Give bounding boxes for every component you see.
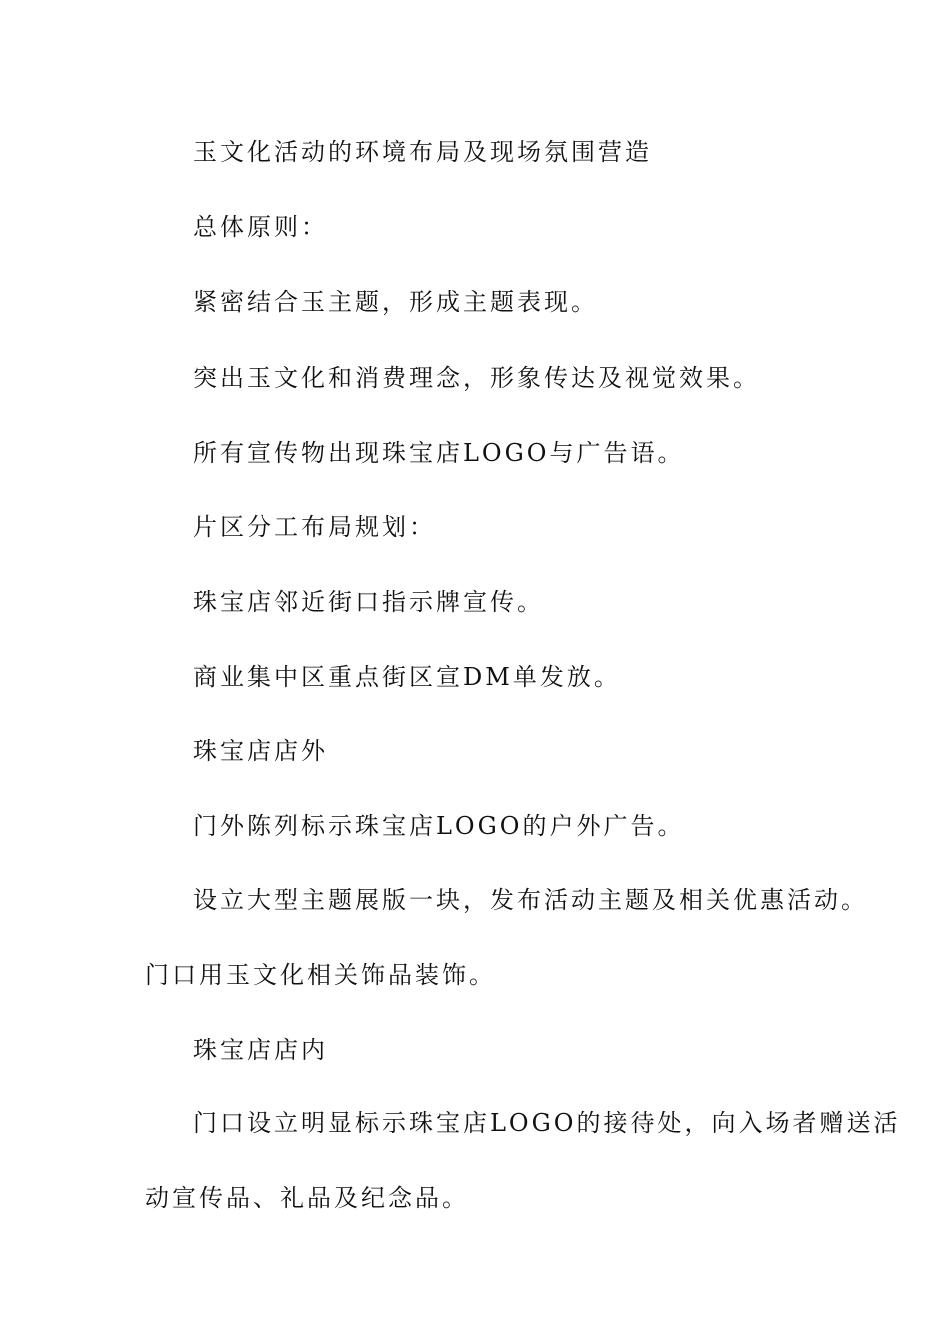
paragraph: 片区分工布局规划： [193,513,436,541]
document-title: 玉文化活动的环境布局及现场氛围营造 [193,138,652,166]
paragraph: 门口用玉文化相关饰品装饰。 [145,961,496,989]
paragraph: 紧密结合玉主题，形成主题表现。 [193,288,598,316]
paragraph: 总体原则： [193,213,328,241]
paragraph: 珠宝店邻近街口指示牌宣传。 [193,588,544,616]
paragraph: 设立大型主题展版一块，发布活动主题及相关优惠活动。 [193,886,868,914]
paragraph: 门外陈列标示珠宝店LOGO的户外广告。 [193,812,685,840]
paragraph: 珠宝店店内 [193,1036,328,1064]
paragraph: 所有宣传物出现珠宝店LOGO与广告语。 [193,439,685,467]
paragraph: 门口设立明显标示珠宝店LOGO的接待处，向入场者赠送活 [193,1109,901,1137]
paragraph: 突出玉文化和消费理念，形象传达及视觉效果。 [193,364,760,392]
paragraph: 动宣传品、礼品及纪念品。 [145,1184,469,1212]
paragraph: 商业集中区重点街区宣DM单发放。 [193,663,621,691]
paragraph: 珠宝店店外 [193,737,328,765]
